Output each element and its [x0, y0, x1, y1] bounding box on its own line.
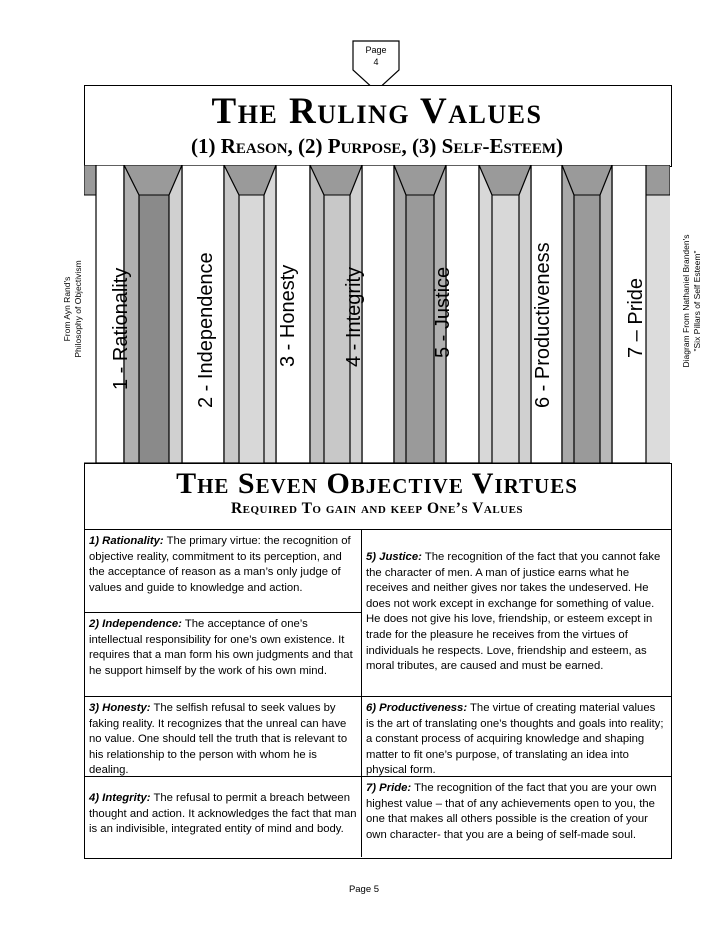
virtue-honesty-text: The selfish refusal to seek values by faking reality. It recognizes that the unreal can have no value. One should tell the truth that is relevant to his relationship to the person with whom he is dealing.: [89, 702, 348, 777]
pillar-label-independence: 2 - Independence: [195, 252, 217, 408]
virtue-productiveness: [362, 698, 670, 782]
pillar-label-integrity: 4 - Integrity: [343, 266, 365, 367]
ruling-values-title: The Ruling Values: [211, 91, 543, 132]
virtues-title: The Seven Objective Virtues: [176, 467, 578, 500]
virtue-honesty-name: 3) Honesty:: [89, 702, 151, 714]
virtue-integrity: [85, 788, 361, 841]
virtue-integrity-name: 4) Integrity:: [89, 792, 151, 804]
virtue-rationality-name: 1) Rationality:: [89, 535, 164, 547]
side-note-right-line2: "Six Pillars of Self Esteem": [692, 250, 702, 352]
virtues-grid-line: [84, 696, 672, 697]
ruling-values-subtitle: (1) Reason, (2) Purpose, (3) Self-Esteem): [190, 134, 564, 158]
pillar-4: [362, 165, 394, 463]
virtues-grid-line: [84, 612, 362, 613]
virtue-productiveness-text: The virtue of creating material values is the art of translating one’s thoughts and goals into reality; a constant process of acquiring knowledge and shaping matter to fit one’s purpose, of translating an idea into physical form.: [366, 702, 664, 777]
virtue-rationality: [85, 531, 361, 599]
side-note-left-line1: From Ayn Rand's: [62, 276, 72, 342]
virtue-independence-text: The acceptance of one’s intellectual responsibility for one’s own existence. It requires that a man form his own judgments and that he support himself by the work of his own mind.: [89, 618, 353, 677]
page-number-footer: Page 5: [348, 884, 380, 895]
virtue-independence: [85, 614, 361, 682]
virtue-productiveness-name: 6) Productiveness:: [366, 702, 468, 714]
pillars-graphic: [84, 165, 670, 465]
side-note-right: [681, 221, 703, 381]
virtue-justice: [362, 547, 670, 678]
virtue-justice-text: The recognition of the fact that you cannot fake the character of men. A man of justice earns what he receives and neither gives nor takes the undeserved. He does not work except in exchange for something of value. He does not give his love, friendship, or esteem except in trade for the pleasure he receives from the virtues of individuals he respects. Love, friendship and esteem, as moral tributes, are caused and must be earned.: [366, 551, 661, 673]
virtues-grid-top: [84, 529, 672, 530]
pillar-label-justice: 5 - Justice: [432, 266, 454, 358]
virtue-rationality-text: The primary virtue: the recognition of objective reality, commitment to its perception, and the acceptance of reason as a man’s only judge of values and guide to knowledge and action.: [89, 535, 351, 594]
pillar-label-honesty: 3 - Honesty: [277, 264, 299, 367]
side-note-left-line2: Philosophy of Objectivism: [73, 260, 83, 358]
virtues-subtitle: Required To gain and keep One’s Values: [230, 500, 524, 517]
virtue-honesty: [85, 698, 361, 782]
virtue-pride-text: The recognition of the fact that you are your own highest value – that of any achievements open to you, the one that makes all others possible is the creation of your own character- that you are a being of self-made soul.: [366, 782, 657, 841]
virtue-integrity-text: The refusal to permit a breach between thought and action. It acknowledges the fact that man is an indivisible, integrated entity of mind and body.: [89, 792, 357, 836]
virtue-independence-name: 2) Independence:: [89, 618, 182, 630]
pillar-label-pride: 7 – Pride: [625, 277, 647, 358]
pillar-label-rationality: 1 - Rationality: [110, 267, 132, 390]
pillar-label-productiveness: 6 - Productiveness: [532, 242, 554, 408]
virtue-pride-name: 7) Pride:: [366, 782, 412, 794]
virtue-justice-name: 5) Justice:: [366, 551, 422, 563]
side-note-left: [62, 244, 84, 374]
side-note-right-line1: Diagram From Nathaniel Branden's: [681, 234, 691, 368]
virtue-pride: [362, 778, 670, 846]
page-tag-label: Page: [365, 45, 387, 55]
page-tag-number: 4: [373, 57, 379, 67]
